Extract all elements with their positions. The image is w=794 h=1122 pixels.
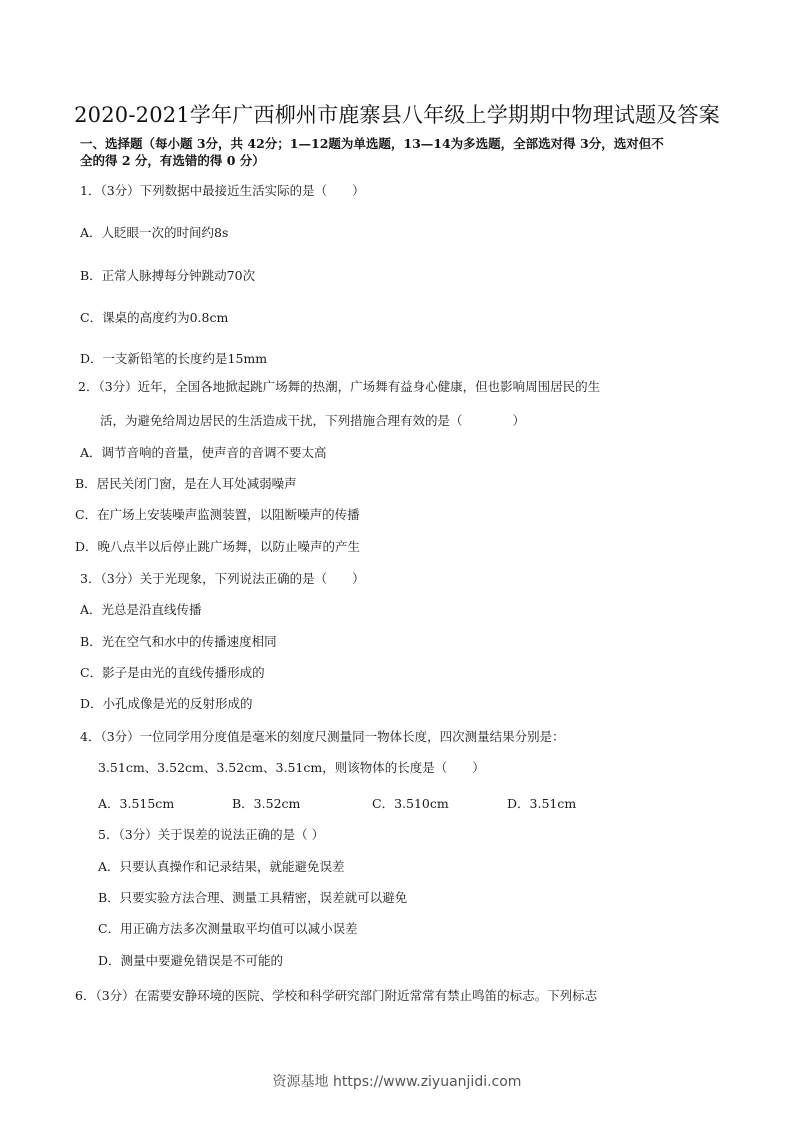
document-title: 2020-2021学年广西柳州市鹿寨县八年级上学期期中物理试题及答案 (74, 103, 720, 127)
question-stem: 6．（3分）在需要安静环境的医院、学校和科学研究部门附近常常有禁止鸣笛的标志。下列标志 (75, 988, 598, 1003)
section-heading-line2: 全的得 2 分，有选错的得 0 分） (80, 153, 265, 168)
question-stem: 2．（3分）近年，全国各地掀起跳广场舞的热潮，广场舞有益身心健康，但也影响周围居民的生 (78, 379, 601, 394)
option-c: C．影子是由光的直线传播形成的 (80, 665, 265, 680)
option-b: B．居民关闭门窗，是在人耳处减弱噪声 (75, 476, 297, 491)
option-row (0, 796, 794, 812)
option-a: A．调节音响的音量，使声音的音调不要太高 (80, 445, 327, 460)
option-b: B．只要实验方法合理、测量工具精密，误差就可以避免 (98, 890, 408, 905)
option-d: D．测量中要避免错误是不可能的 (98, 953, 284, 968)
option-b: B．3.52cm (232, 796, 301, 811)
question-stem: 5．（3分）关于误差的说法正确的是（ ） (98, 827, 325, 842)
option-c: C．3.510cm (372, 796, 449, 811)
question-stem-continued: 3.51cm、3.52cm、3.52cm、3.51cm，则该物体的长度是（ ） (98, 760, 485, 775)
option-b: B．光在空气和水中的传播速度相同 (80, 634, 277, 649)
question-stem: 4．（3分）一位同学用分度值是毫米的刻度尺测量同一物体长度，四次测量结果分别是： (80, 729, 565, 744)
option-d: D．一支新铅笔的长度约是15mm (80, 351, 268, 366)
option-d: D．小孔成像是光的反射形成的 (80, 696, 253, 711)
watermark-footer: 资源基地 https://www.ziyuanjidi.com (272, 1074, 522, 1090)
option-a: A．光总是沿直线传播 (80, 602, 202, 617)
question-stem: 3．（3分）关于光现象，下列说法正确的是（ ） (80, 571, 365, 586)
question-stem-continued: 活，为避免给周边居民的生活造成干扰，下列措施合理有效的是（ ） (100, 413, 526, 428)
option-c: C．课桌的高度约为0.8cm (80, 310, 229, 325)
option-d: D．3.51cm (507, 796, 577, 811)
option-d: D．晚八点半以后停止跳广场舞，以防止噪声的产生 (75, 539, 361, 554)
question-stem: 1．（3分）下列数据中最接近生活实际的是（ ） (80, 183, 365, 198)
option-c: C．在广场上安装噪声监测装置，以阻断噪声的传播 (75, 507, 360, 522)
option-a: A．只要认真操作和记录结果，就能避免误差 (98, 859, 345, 874)
option-b: B．正常人脉搏每分钟跳动70次 (80, 268, 256, 283)
section-heading-line1: 一、选择题（每小题 3分，共 42分；1—12题为单选题，13—14为多选题，全部选对得 3分，选对但不 (80, 136, 664, 151)
option-a: A．人眨眼一次的时间约8s (80, 225, 229, 240)
option-a: A．3.515cm (98, 796, 175, 811)
option-c: C．用正确方法多次测量取平均值可以减小误差 (98, 921, 358, 936)
